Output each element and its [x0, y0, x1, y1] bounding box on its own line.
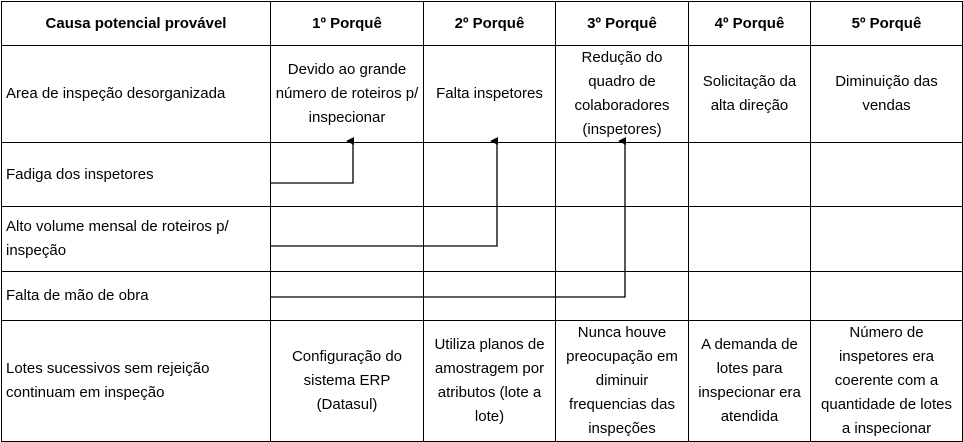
- why-2-cell: Utiliza planos de amostragem por atributos (lote a lote): [424, 321, 556, 442]
- why-3-cell: Redução do quadro de colaboradores (inspetores): [556, 46, 689, 143]
- five-whys-table: [1, 1, 963, 442]
- why-4-cell: A demanda de lotes para inspecionar era atendida: [689, 321, 811, 442]
- why-2-cell: [424, 272, 556, 321]
- why-5-cell: [811, 272, 963, 321]
- table-row: [2, 321, 963, 442]
- why-1-cell: [271, 272, 424, 321]
- cause-cell: Falta de mão de obra: [2, 272, 271, 321]
- cause-cell: Fadiga dos inspetores: [2, 143, 271, 207]
- why-4-cell: [689, 143, 811, 207]
- why-4-cell: Solicitação da alta direção: [689, 46, 811, 143]
- why-3-cell: [556, 207, 689, 272]
- why-5-cell: Número de inspetores era coerente com a quantidade de lotes a inspecionar: [811, 321, 963, 442]
- why-1-cell: [271, 143, 424, 207]
- header-row: [2, 2, 963, 46]
- why-5-cell: Diminuição das vendas: [811, 46, 963, 143]
- why-5-cell: [811, 207, 963, 272]
- header-why-5: 5º Porquê: [811, 2, 963, 46]
- table-row: [2, 143, 963, 207]
- why-3-cell: Nunca houve preocupação em diminuir frequencias das inspeções: [556, 321, 689, 442]
- why-1-cell: [271, 207, 424, 272]
- table-row: [2, 207, 963, 272]
- table-row: [2, 272, 963, 321]
- table-row: [2, 46, 963, 143]
- header-why-4: 4º Porquê: [689, 2, 811, 46]
- why-4-cell: [689, 207, 811, 272]
- why-5-cell: [811, 143, 963, 207]
- why-1-cell: Devido ao grande número de roteiros p/ inspecionar: [271, 46, 424, 143]
- why-4-cell: [689, 272, 811, 321]
- header-why-2: 2º Porquê: [424, 2, 556, 46]
- why-3-cell: [556, 272, 689, 321]
- cause-cell: Lotes sucessivos sem rejeição continuam em inspeção: [2, 321, 271, 442]
- why-3-cell: [556, 143, 689, 207]
- header-why-3: 3º Porquê: [556, 2, 689, 46]
- why-2-cell: Falta inspetores: [424, 46, 556, 143]
- header-cause: Causa potencial provável: [2, 2, 271, 46]
- header-why-1: 1º Porquê: [271, 2, 424, 46]
- cause-cell: Alto volume mensal de roteiros p/ inspeção: [2, 207, 271, 272]
- why-1-cell: Configuração do sistema ERP (Datasul): [271, 321, 424, 442]
- why-2-cell: [424, 143, 556, 207]
- cause-cell: Area de inspeção desorganizada: [2, 46, 271, 143]
- why-2-cell: [424, 207, 556, 272]
